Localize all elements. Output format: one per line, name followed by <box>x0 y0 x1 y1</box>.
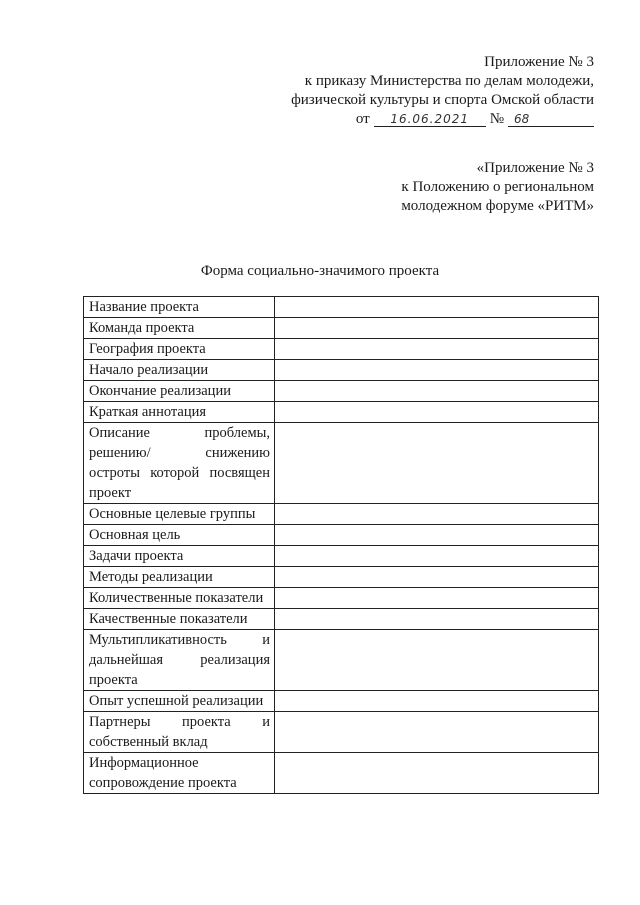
form-row <box>84 297 599 318</box>
form-row-label: Окончание реализации <box>84 381 275 402</box>
order-header-line: к приказу Министерства по делам молодежи, <box>304 73 594 89</box>
form-row-label: Количественные показатели <box>84 588 275 609</box>
form-row <box>84 381 599 402</box>
form-row <box>84 318 599 339</box>
form-row-label: Опыт успешной реализации <box>84 691 275 712</box>
form-row <box>84 691 599 712</box>
form-row-label: Краткая аннотация <box>84 402 275 423</box>
regulation-header-line: к Положению о региональном <box>401 179 594 195</box>
regulation-header-line: «Приложение № 3 <box>476 160 594 176</box>
form-row-label: Основные целевые группы <box>84 504 275 525</box>
form-row-value-cell[interactable] <box>275 525 599 546</box>
order-header-line: физической культуры и спорта Омской области <box>291 92 594 108</box>
form-row-value-cell[interactable] <box>275 402 599 423</box>
order-date-value: 16.06.2021 <box>374 113 486 127</box>
form-row-label: Мультипликативность и дальнейшая реализация проекта <box>84 630 275 691</box>
form-row <box>84 630 599 691</box>
form-row-value-cell[interactable] <box>275 297 599 318</box>
form-row-value-cell[interactable] <box>275 630 599 691</box>
form-row-label: Задачи проекта <box>84 546 275 567</box>
form-row <box>84 339 599 360</box>
form-row <box>84 588 599 609</box>
form-row-value-cell[interactable] <box>275 339 599 360</box>
order-date-number-line <box>291 110 594 129</box>
form-row <box>84 546 599 567</box>
form-title: Форма социально-значимого проекта <box>200 263 440 279</box>
form-row-value-cell[interactable] <box>275 381 599 402</box>
number-prefix: № <box>489 111 504 127</box>
form-row <box>84 360 599 381</box>
form-row-value-cell[interactable] <box>275 609 599 630</box>
form-row-value-cell[interactable] <box>275 423 599 504</box>
order-number-value: 68 <box>508 113 594 127</box>
form-row <box>84 423 599 504</box>
form-row-label: География проекта <box>84 339 275 360</box>
form-row-label: Команда проекта <box>84 318 275 339</box>
form-row-label: Основная цель <box>84 525 275 546</box>
form-row-label: Начало реализации <box>84 360 275 381</box>
regulation-header <box>401 159 594 216</box>
form-row-label: Методы реализации <box>84 567 275 588</box>
form-row-value-cell[interactable] <box>275 360 599 381</box>
form-row-label: Название проекта <box>84 297 275 318</box>
form-row-value-cell[interactable] <box>275 753 599 794</box>
form-row <box>84 567 599 588</box>
form-row-value-cell[interactable] <box>275 691 599 712</box>
form-row-label: Информационное сопровождение проекта <box>84 753 275 794</box>
date-prefix: от <box>355 111 370 127</box>
form-row-value-cell[interactable] <box>275 318 599 339</box>
form-row-value-cell[interactable] <box>275 546 599 567</box>
regulation-header-line: молодежном форуме «РИТМ» <box>401 198 594 214</box>
form-row <box>84 753 599 794</box>
project-form-table <box>83 296 599 794</box>
form-row <box>84 402 599 423</box>
form-row <box>84 525 599 546</box>
form-row-value-cell[interactable] <box>275 567 599 588</box>
form-row <box>84 712 599 753</box>
form-row-value-cell[interactable] <box>275 712 599 753</box>
form-row-label: Качественные показатели <box>84 609 275 630</box>
form-row-value-cell[interactable] <box>275 504 599 525</box>
form-row-label: Партнеры проекта и собственный вклад <box>84 712 275 753</box>
form-row <box>84 504 599 525</box>
order-header <box>291 53 594 129</box>
order-header-line: Приложение № 3 <box>484 54 594 70</box>
form-row-label: Описание проблемы, решению/ снижению остроты которой посвящен проект <box>84 423 275 504</box>
form-row-value-cell[interactable] <box>275 588 599 609</box>
form-row <box>84 609 599 630</box>
